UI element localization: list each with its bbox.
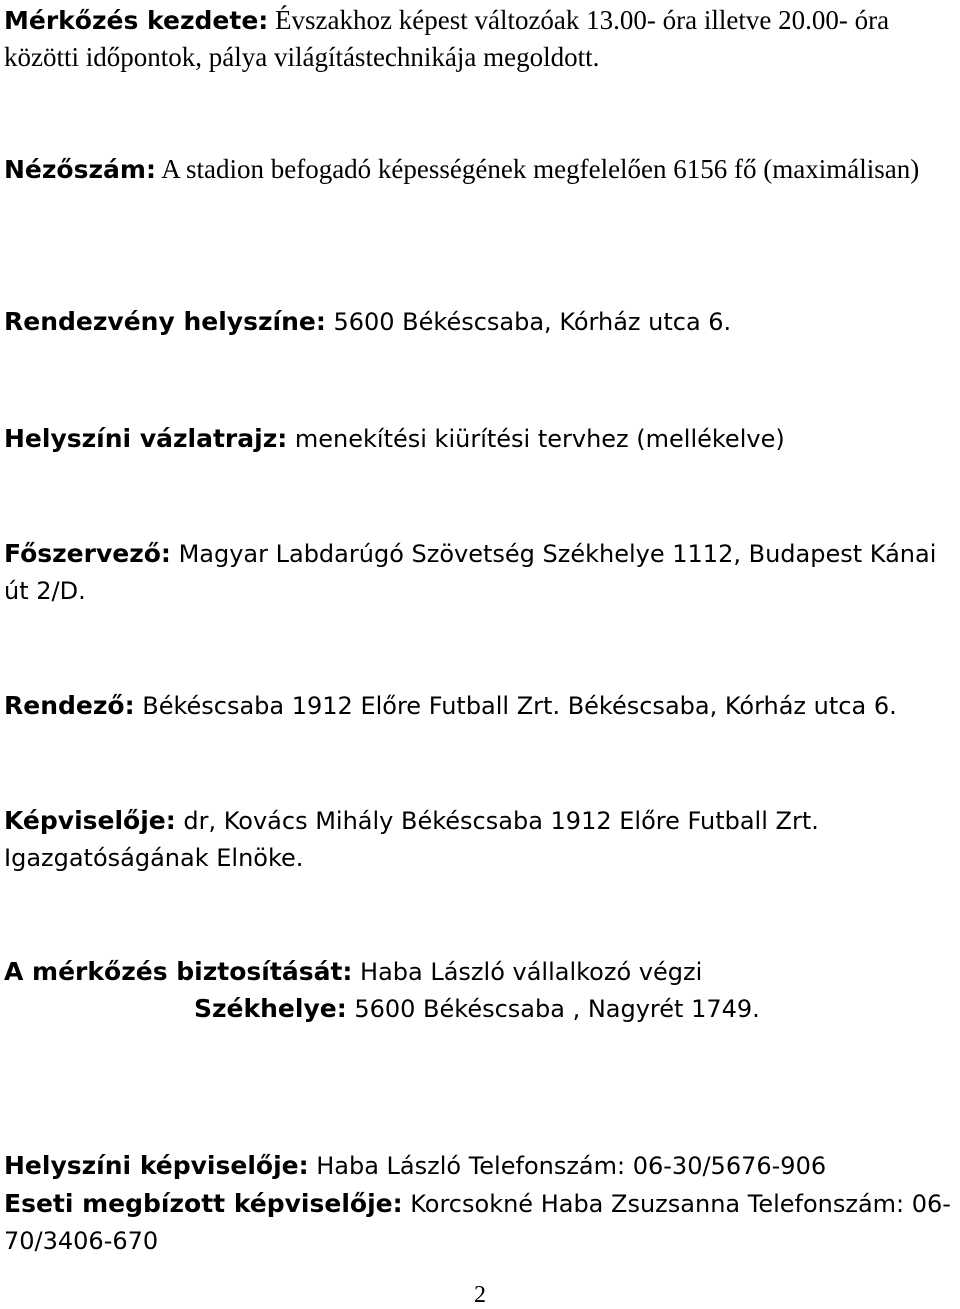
main-organizer-value: Magyar Labdarúgó Szövetség Székhelye 1112, Budapest Kánai út 2/D. xyxy=(4,540,937,605)
organizer-section xyxy=(4,687,956,724)
match-start-label: Mérkőzés kezdete: xyxy=(4,6,269,35)
match-start-section xyxy=(4,2,956,75)
security-section xyxy=(4,953,956,1027)
spectators-label: Nézőszám: xyxy=(4,155,156,184)
main-organizer-label: Főszervező: xyxy=(4,539,171,568)
security-hq-label: Székhelye: xyxy=(194,994,347,1023)
security-value: Haba László vállalkozó végzi xyxy=(352,958,703,986)
ad-hoc-rep-label: Eseti megbízott képviselője: xyxy=(4,1189,403,1218)
ad-hoc-rep-section xyxy=(4,1185,956,1259)
representative-label: Képviselője: xyxy=(4,806,176,835)
spectators-section xyxy=(4,151,956,188)
security-hq-value: 5600 Békéscsaba , Nagyrét 1749. xyxy=(346,995,760,1023)
site-sketch-value: menekítési kiürítési tervhez (mellékelve) xyxy=(287,425,785,453)
onsite-rep-value: Haba László Telefonszám: 06-30/5676-906 xyxy=(308,1152,827,1180)
site-sketch-section xyxy=(4,420,956,457)
venue-section xyxy=(4,303,956,340)
representative-section xyxy=(4,802,956,876)
main-organizer-section xyxy=(4,535,956,609)
page-number: 2 xyxy=(474,1282,486,1308)
security-label: A mérkőzés biztosítását: xyxy=(4,957,353,986)
organizer-value: Békéscsaba 1912 Előre Futball Zrt. Békéscsaba, Kórház utca 6. xyxy=(134,692,897,720)
representative-value: dr, Kovács Mihály Békéscsaba 1912 Előre Futball Zrt. Igazgatóságának Elnöke. xyxy=(4,807,819,872)
onsite-rep-label: Helyszíni képviselője: xyxy=(4,1151,309,1180)
site-sketch-label: Helyszíni vázlatrajz: xyxy=(4,424,288,453)
onsite-rep-section xyxy=(4,1147,956,1184)
venue-label: Rendezvény helyszíne: xyxy=(4,307,326,336)
spectators-value: A stadion befogadó képességének megfelelően 6156 fő (maximálisan) xyxy=(155,154,920,184)
organizer-label: Rendező: xyxy=(4,691,135,720)
match-start-value: Évszakhoz képest változóak 13.00- óra illetve 20.00- óra közötti időpontok, pálya világítástechnikája megoldott. xyxy=(4,5,890,72)
ad-hoc-rep-value: Korcsokné Haba Zsuzsanna Telefonszám: 06-70/3406-670 xyxy=(4,1190,951,1255)
venue-value: 5600 Békéscsaba, Kórház utca 6. xyxy=(325,308,732,336)
